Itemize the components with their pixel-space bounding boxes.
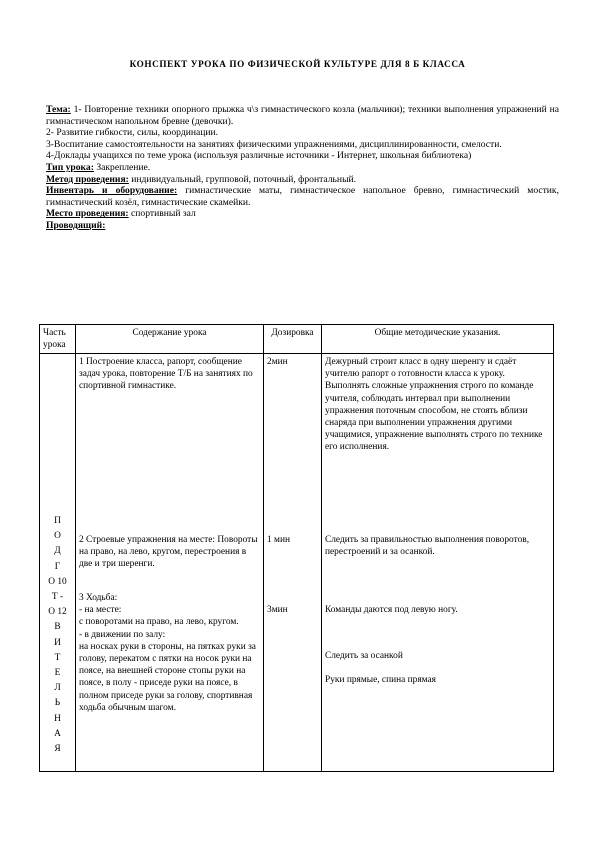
dosage-3: 3мин — [267, 605, 288, 615]
content-block-2: 2 Строевые упражнения на месте: Повороты на право, на лево, кругом, перестроения в две и три шеренги. — [79, 535, 258, 570]
header-dosage: Дозировка — [264, 325, 322, 354]
lesson-summary — [46, 104, 559, 232]
inventory-text: гимнастические маты, гимнастическое напольное бревно, гимнастический мостик, гимнастический козёл, гимнастические скамейки. — [46, 185, 559, 208]
place-label: Место проведения: — [46, 208, 129, 220]
guidance-1: Дежурный строит класс в одну шеренгу и сдаёт учителю рапорт о готовности класса к уроку. Выполнять сложные упражнения строго по команде учителя, соблюдать интервал при выполнении упражнения поточным способом, не стоять вблизи снаряда при выполнении упражнения другими учащимися, упражнение выполнять строго по технике его исполнения. — [325, 357, 543, 453]
phase-letter: Л — [54, 683, 61, 694]
topic-label: Тема: — [46, 104, 71, 115]
phase-letter: Т — [54, 652, 61, 663]
document-title: КОНСПЕКТ УРОКА ПО ФИЗИЧЕСКОЙ КУЛЬТУРЕ ДЛЯ 8 Б КЛАССА — [129, 59, 466, 69]
method-text: индивидуальный, групповой, поточный, фронтальный. — [128, 173, 357, 185]
method-line — [46, 174, 559, 186]
dosage-1: 2мин — [267, 357, 288, 367]
place-text: спортивный зал — [128, 208, 196, 220]
phase-letter: В — [54, 622, 61, 633]
walking-heading: 3 Ходьба: — [79, 593, 118, 603]
lesson-type-label: Тип урока: — [46, 161, 94, 173]
phase-letter: А — [54, 728, 61, 739]
inventory-line — [46, 185, 559, 208]
header-part: Часть урока — [40, 325, 76, 354]
phase-cell — [40, 354, 76, 772]
phase-label-vertical — [40, 514, 75, 757]
guidance-3c: Руки прямые, спина прямая — [325, 675, 436, 685]
method-label: Метод проведения: — [46, 173, 129, 185]
place-line — [46, 208, 559, 220]
content-block-1: 1 Построение класса, рапорт, сообщение задач урока, повторение Т/Б на занятиях по спортивной гимнастике. — [79, 357, 253, 392]
guidance-cell — [322, 354, 554, 772]
goal-line-4: 4-Доклады учащихся по теме урока (используя различные источники - Интернет, школьная библиотека) — [46, 150, 472, 162]
phase-letter: Д — [54, 546, 61, 557]
walking-moving-text: на носках руки в стороны, на пятках руки за голову, перекатом с пятки на носок руки на поясе, на внешней стороне стопы руки на поясе, в полу - приседе руки на поясе, в полном приседе руки за голову, спортивная ходьба обычным шагом. — [79, 641, 256, 713]
phase-letter: Ь — [54, 698, 61, 709]
guidance-3a: Команды даются под левую ногу. — [325, 605, 458, 615]
phase-letter: И — [54, 637, 61, 648]
phase-letter: Е — [54, 668, 61, 679]
table-row — [40, 354, 554, 772]
content-cell — [76, 354, 264, 772]
topic-line — [46, 104, 559, 127]
header-content: Содержание урока — [76, 325, 264, 354]
content-block-3 — [79, 592, 260, 714]
phase-letter: П — [54, 516, 61, 526]
walking-moving-label: - в движении по залу: — [79, 629, 166, 640]
phase-letter: Я — [54, 744, 61, 755]
topic-text: 1- Повторение техники опорного прыжка ч\з гимнастического козла (мальчики); техники выполнения упражнений на гимнастическом напольном бревне (девочки). — [46, 104, 559, 127]
dosage-cell — [264, 354, 322, 772]
inventory-label: Инвентарь и оборудование: — [46, 185, 178, 197]
phase-letter: Т - — [51, 592, 64, 603]
goal-line-2: 2- Развитие гибкости, силы, координации. — [46, 127, 219, 139]
header-guidance: Общие методические указания. — [322, 325, 554, 354]
phase-letter: О 10 — [48, 576, 67, 587]
leader-line — [46, 220, 559, 232]
lesson-type-line — [46, 162, 559, 174]
table-header-row — [40, 325, 554, 354]
guidance-2: Следить за правильностью выполнения поворотов, перестроений и за осанкой. — [325, 535, 530, 558]
phase-letter: О — [54, 531, 61, 542]
goal-line-3: 3-Воспитание самостоятельности на занятиях физическими упражнениями, дисциплинированности, смелости. — [46, 138, 502, 150]
phase-letter: О 12 — [48, 607, 67, 618]
lesson-type-text: Закрепление. — [93, 161, 151, 173]
phase-letter: Н — [54, 713, 61, 724]
dosage-2: 1 мин — [267, 535, 290, 545]
guidance-3b: Следить за осанкой — [325, 651, 403, 661]
walking-in-place-label: - на месте: — [79, 605, 122, 616]
walking-in-place-text: с поворотами на право, на лево, кругом. — [79, 617, 239, 628]
leader-label: Проводящий: — [46, 219, 106, 231]
phase-letter: Г — [54, 561, 61, 572]
lesson-plan-table — [39, 324, 554, 772]
